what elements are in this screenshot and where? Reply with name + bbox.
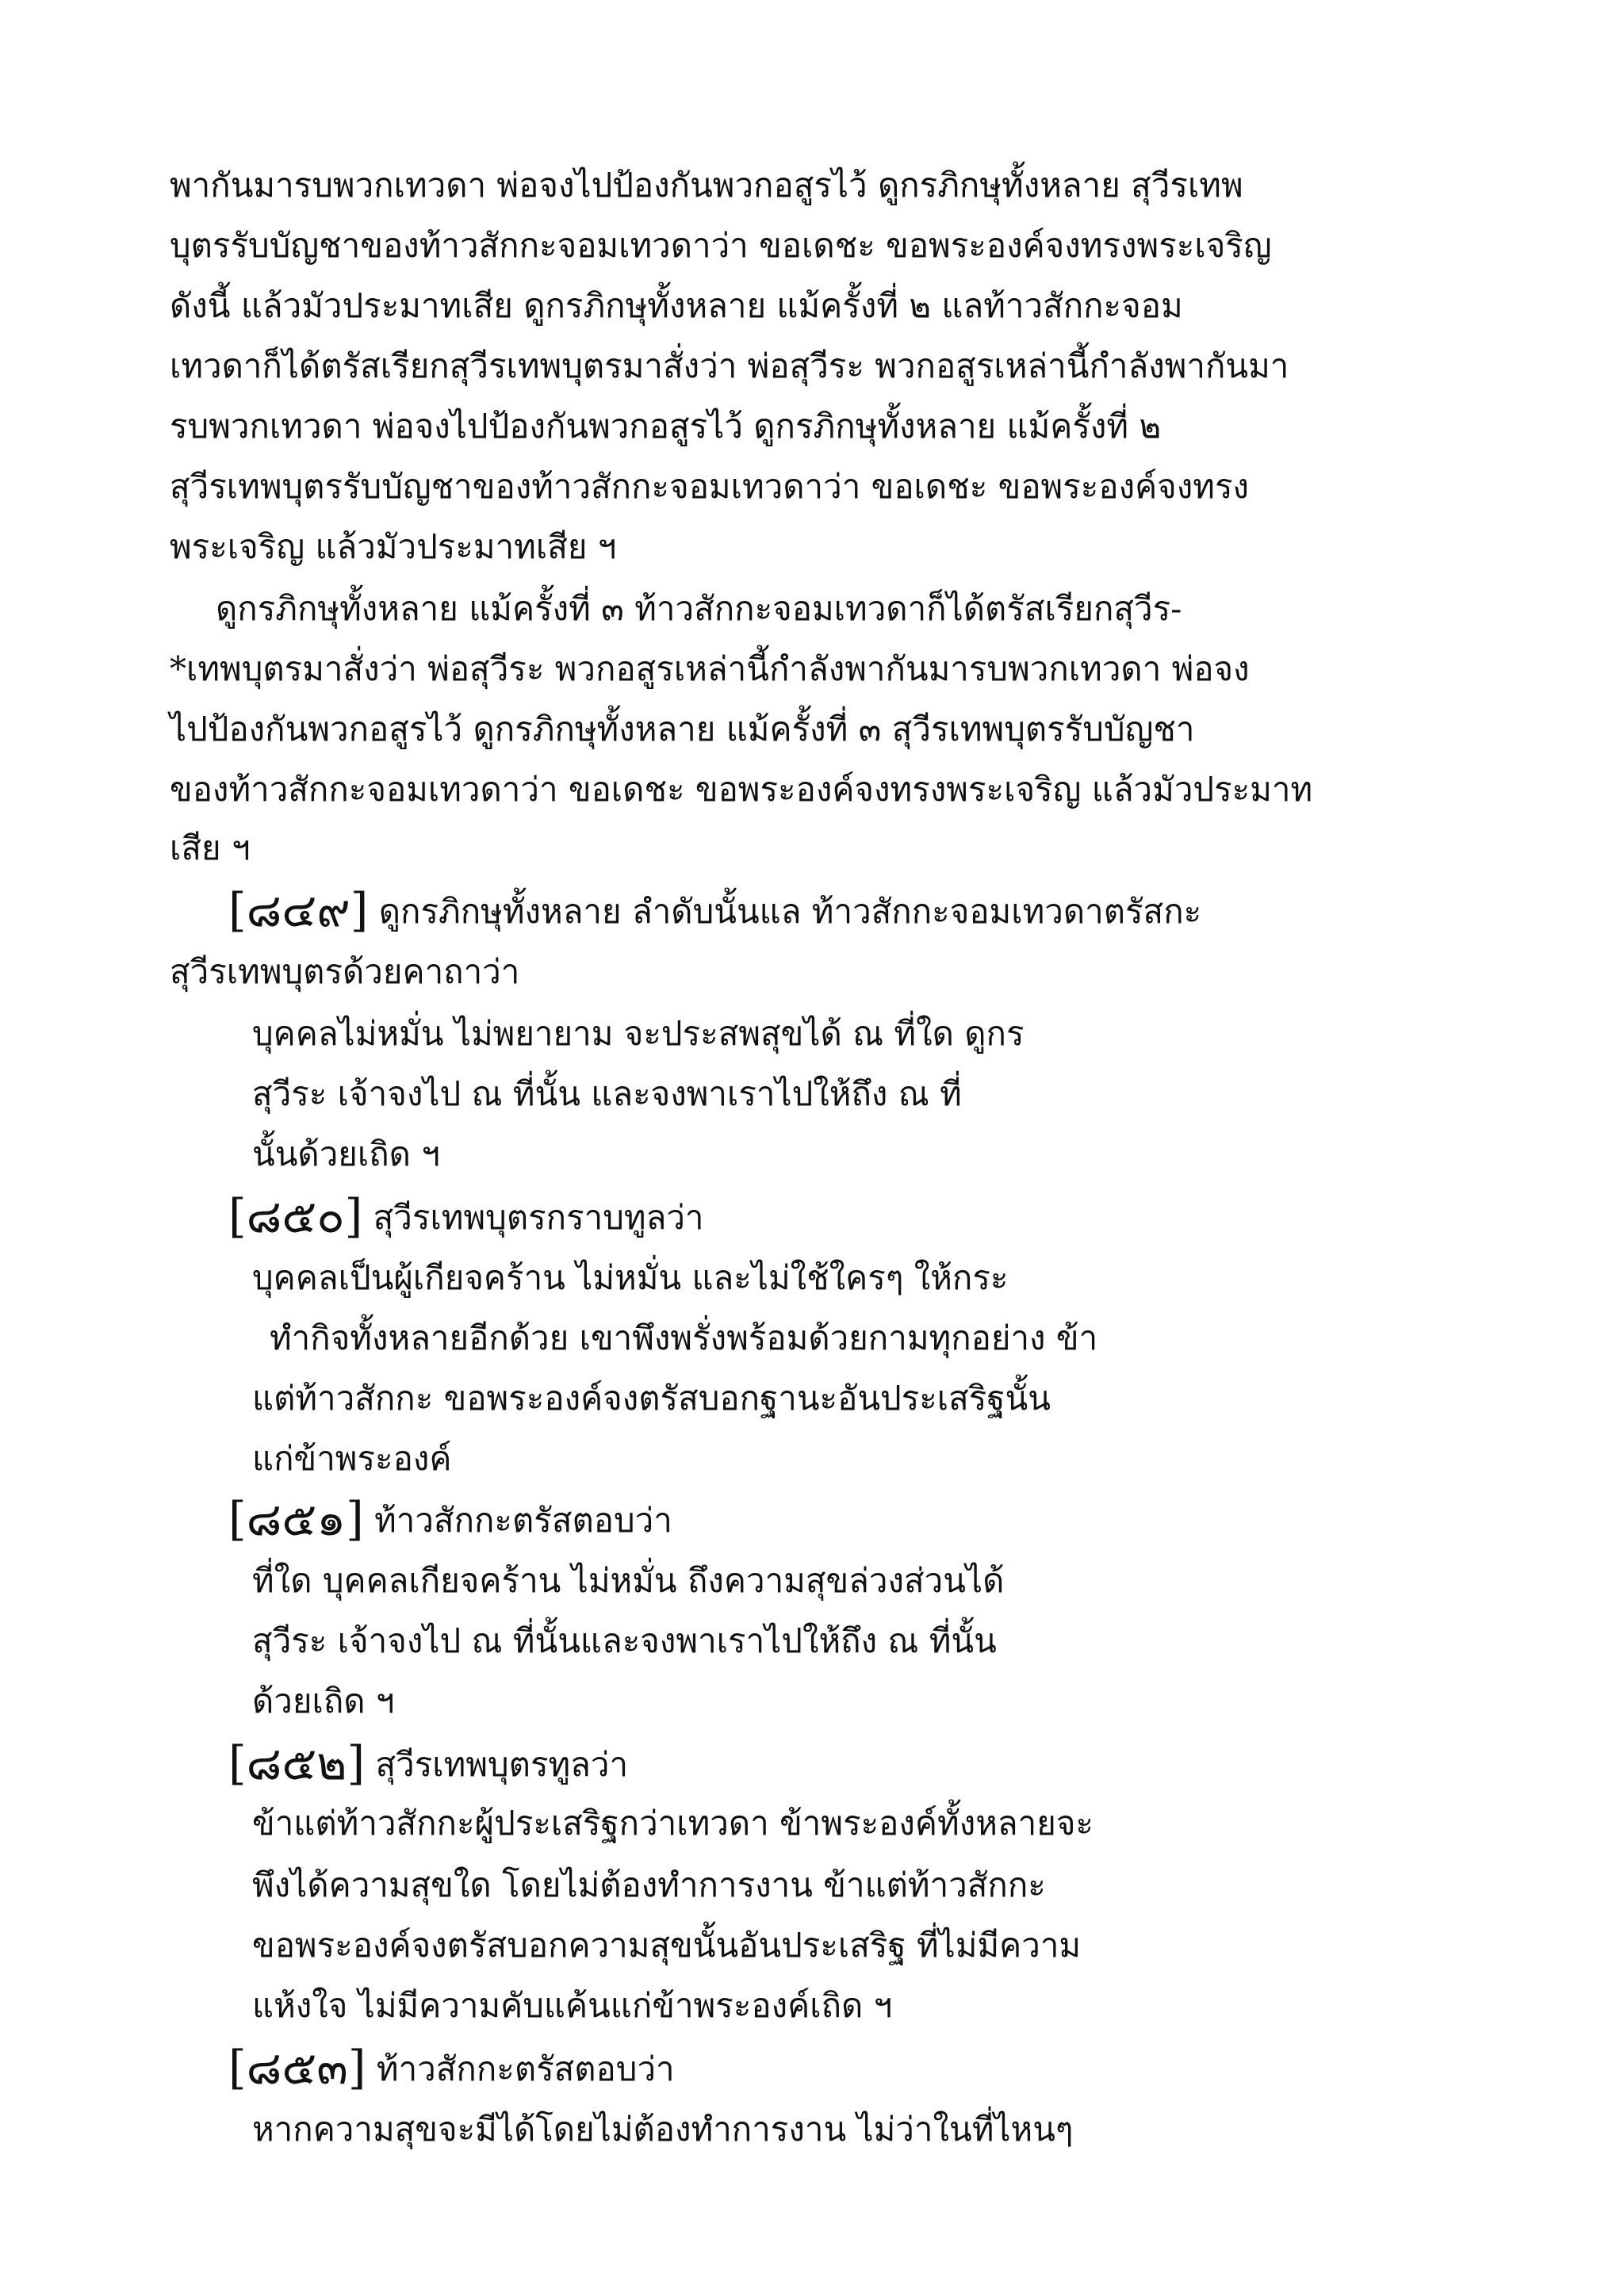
section-number: [๘๕๐] (228, 1189, 363, 1243)
paragraph-line: ดูกรภิกษุทั้งหลาย แม้ครั้งที่ ๓ ท้าวสักกะจอมเทวดาก็ได้ตรัสเรียกสุวีร- (216, 589, 1182, 628)
section-heading (228, 1189, 704, 1243)
section-head-text: ดูกรภิกษุทั้งหลาย ลำดับนั้นแล ท้าวสักกะจอมเทวดาตรัสกะ (378, 892, 1202, 931)
paragraph-line: เสีย ฯ (170, 828, 251, 867)
paragraph-line: บุตรรับบัญชาของท้าวสักกะจอมเทวดาว่า ขอเดชะ ขอพระองค์จงทรงพระเจริญ (170, 226, 1272, 265)
paragraph-line: สุวีรเทพบุตรรับบัญชาของท้าวสักกะจอมเทวดาว่า ขอเดชะ ขอพระองค์จงทรง (170, 467, 1250, 506)
paragraph-line: ไปป้องกันพวกอสูรไว้ ดูกรภิกษุทั้งหลาย แม้ครั้งที่ ๓ สุวีรเทพบุตรรับบัญชา (170, 710, 1195, 748)
section-number: [๘๕๑] (228, 1492, 364, 1546)
paragraph-line: พระเจริญ แล้วมัวประมาทเสีย ฯ (170, 527, 617, 566)
verse-line: ทำกิจทั้งหลายอีกด้วย เขาพึงพรั่งพร้อมด้วยกามทุกอย่าง ข้า (270, 1318, 1098, 1357)
verse-line: บุคคลเป็นผู้เกียจคร้าน ไม่หมั่น และไม่ใช้ใครๆ ให้กระ (252, 1258, 1009, 1297)
paragraph-line: พากันมารบพวกเทวดา พ่อจงไปป้องกันพวกอสูรไว้ ดูกรภิกษุทั้งหลาย สุวีรเทพ (170, 166, 1243, 205)
section-heading (228, 1736, 629, 1790)
verse-line: ด้วยเถิด ฯ (252, 1682, 395, 1720)
verse-line: หากความสุขจะมีได้โดยไม่ต้องทำการงาน ไม่ว่าในที่ไหนๆ (252, 2110, 1074, 2149)
section-head-text: ท้าวสักกะตรัสตอบว่า (376, 2049, 675, 2088)
verse-line: แห้งใจ ไม่มีความคับแค้นแก่ข้าพระองค์เถิด ฯ (252, 1986, 893, 2025)
section-head-text: สุวีรเทพบุตรทูลว่า (375, 1745, 629, 1784)
section-number: [๘๕๒] (228, 1736, 366, 1790)
paragraph-line: สุวีรเทพบุตรด้วยคาถาว่า (170, 952, 520, 991)
section-number: [๘๔๙] (228, 883, 369, 937)
paragraph-line: *เทพบุตรมาสั่งว่า พ่อสุวีระ พวกอสูรเหล่านี้กำลังพากันมารบพวกเทวดา พ่อจง (170, 649, 1250, 688)
section-head-text: สุวีรเทพบุตรกราบทูลว่า (373, 1198, 704, 1237)
verse-line: นั้นด้วยเถิด ฯ (252, 1135, 440, 1173)
section-number: [๘๕๓] (228, 2041, 366, 2095)
paragraph-line: ดังนี้ แล้วมัวประมาทเสีย ดูกรภิกษุทั้งหลาย แม้ครั้งที่ ๒ แลท้าวสักกะจอม (170, 286, 1183, 325)
paragraph-line: รบพวกเทวดา พ่อจงไปป้องกันพวกอสูรไว้ ดูกรภิกษุทั้งหลาย แม้ครั้งที่ ๒ (170, 407, 1162, 446)
verse-line: แต่ท้าวสักกะ ขอพระองค์จงตรัสบอกฐานะอันประเสริฐนั้น (252, 1379, 1051, 1418)
section-heading (228, 1492, 672, 1546)
paragraph-line: ของท้าวสักกะจอมเทวดาว่า ขอเดชะ ขอพระองค์จงทรงพระเจริญ แล้วมัวประมาท (170, 770, 1313, 809)
paragraph-line: เทวดาก็ได้ตรัสเรียกสุวีรเทพบุตรมาสั่งว่า พ่อสุวีระ พวกอสูรเหล่านี้กำลังพากันมา (170, 346, 1289, 385)
verse-line: บุคคลไม่หมั่น ไม่พยายาม จะประสพสุขได้ ณ ที่ใด ดูกร (252, 1014, 1025, 1053)
verse-line: สุวีระ เจ้าจงไป ณ ที่นั้น และจงพาเราไปให้ถึง ณ ที่ (252, 1074, 962, 1113)
verse-line: พึงได้ความสุขใด โดยไม่ต้องทำการงาน ข้าแต่ท้าวสักกะ (252, 1866, 1046, 1904)
verse-line: ที่ใด บุคคลเกียจคร้าน ไม่หมั่น ถึงความสุขล่วงส่วนได้ (252, 1561, 1005, 1600)
section-heading (228, 883, 1202, 937)
verse-line: ข้าแต่ท้าวสักกะผู้ประเสริฐกว่าเทวดา ข้าพระองค์ทั้งหลายจะ (252, 1804, 1094, 1843)
section-head-text: ท้าวสักกะตรัสตอบว่า (374, 1501, 672, 1540)
section-heading (228, 2041, 675, 2095)
verse-line: ขอพระองค์จงตรัสบอกความสุขนั้นอันประเสริฐ ที่ไม่มีความ (252, 1926, 1082, 1965)
verse-line: สุวีระ เจ้าจงไป ณ ที่นั้นและจงพาเราไปให้ถึง ณ ที่นั้น (252, 1621, 997, 1660)
verse-line: แก่ข้าพระองค์ (252, 1439, 452, 1478)
